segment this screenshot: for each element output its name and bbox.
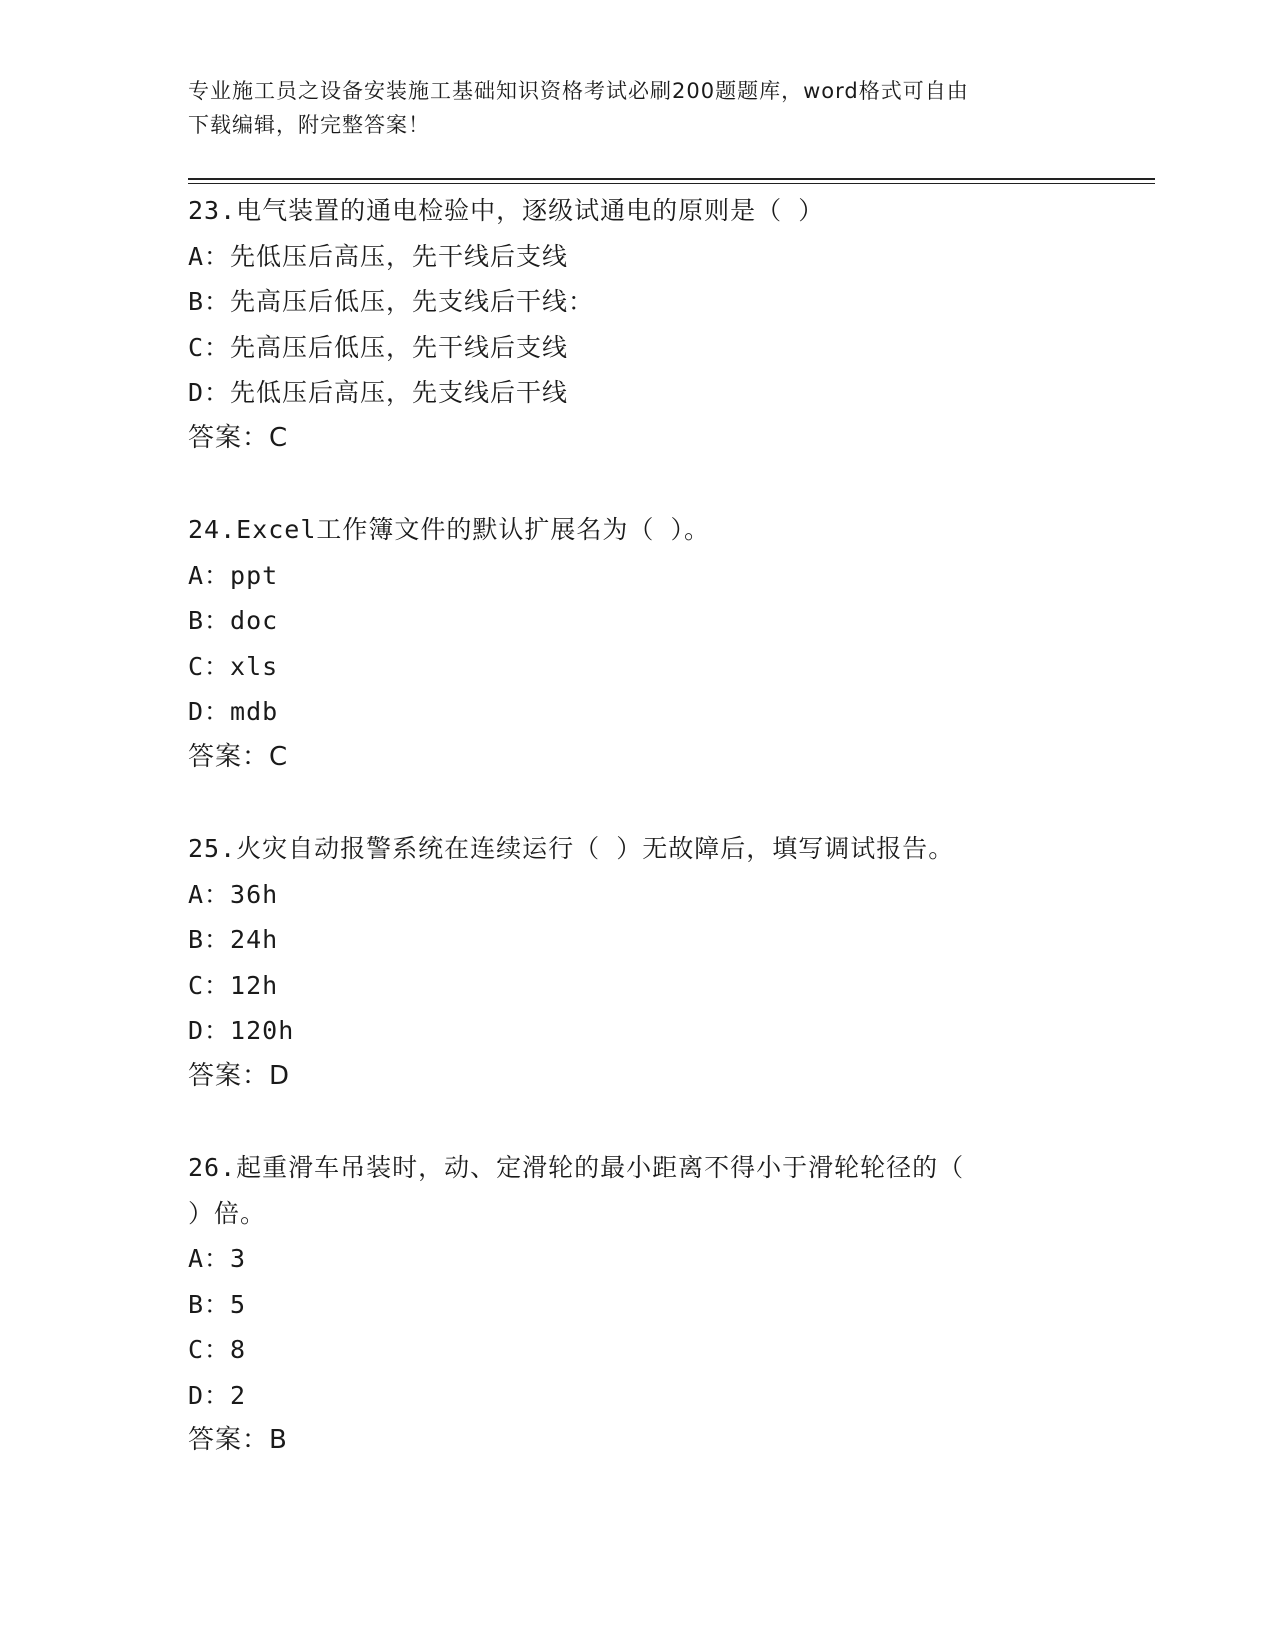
option-c: C：xls (188, 651, 279, 681)
question-list (188, 188, 1068, 1510)
option-b: B：先高压后低压，先支线后干线： (188, 287, 595, 316)
option-b: B：5 (188, 1289, 247, 1319)
document-header (188, 74, 1068, 142)
answer-line: 答案：D (188, 1060, 291, 1091)
question-text: 25.火灾自动报警系统在连续运行（ ）无故障后，填写调试报告。 (188, 834, 955, 863)
question-text: 23.电气装置的通电检验中，逐级试通电的原则是（ ） (188, 196, 825, 225)
option-d: D：mdb (188, 697, 279, 726)
answer-line: 答案：B (188, 1425, 288, 1455)
header-divider-thick (188, 178, 1155, 180)
option-a: A：ppt (188, 560, 279, 590)
question-25 (188, 826, 1068, 1099)
option-a: A：3 (188, 1244, 247, 1273)
option-d: D：先低压后高压，先支线后干线 (188, 378, 569, 407)
answer-line: 答案：C (188, 741, 289, 772)
answer-line: 答案：C (188, 422, 289, 453)
option-c: C：8 (188, 1335, 247, 1364)
question-23 (188, 188, 1068, 461)
option-c: C：12h (188, 970, 279, 1000)
header-line-1: 专业施工员之设备安装施工基础知识资格考试必刷200题题库，word格式可自由 (188, 79, 969, 103)
question-text: 24.Excel工作簿文件的默认扩展名为（ ）。 (188, 515, 710, 544)
option-c: C：先高压后低压，先干线后支线 (188, 332, 569, 362)
option-a: A：先低压后高压，先干线后支线 (188, 241, 569, 271)
option-b: B：24h (188, 925, 279, 954)
question-text: 26.起重滑车吊装时，动、定滑轮的最小距离不得小于滑轮轮径的（ (188, 1153, 965, 1182)
question-26 (188, 1145, 1068, 1464)
header-divider-thin (188, 183, 1155, 184)
question-text-continued: ）倍。 (188, 1198, 267, 1228)
question-24 (188, 507, 1068, 780)
option-b: B：doc (188, 606, 279, 635)
option-d: D：120h (188, 1016, 295, 1045)
option-a: A：36h (188, 879, 279, 909)
option-d: D：2 (188, 1380, 247, 1410)
header-line-2: 下载编辑，附完整答案！ (188, 113, 430, 137)
